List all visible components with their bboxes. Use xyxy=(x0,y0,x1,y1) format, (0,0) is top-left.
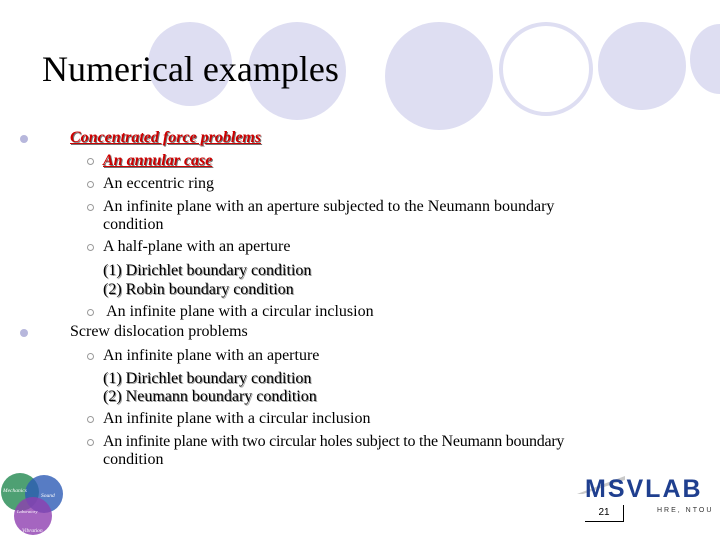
bullet-text: Screw dislocation problems xyxy=(70,323,248,340)
sub-bullet-text: An infinite plane with an aperture subjected to the Neumann boundary xyxy=(103,198,555,215)
bullet-ring-icon xyxy=(87,158,94,165)
sub-bullet-text: A half-plane with an aperture xyxy=(103,238,291,255)
bullet-dot-icon xyxy=(20,329,28,337)
sub-bullet-text: An infinite plane with a circular inclusion xyxy=(103,303,374,320)
bullet-ring-icon xyxy=(87,204,94,211)
decor-circle xyxy=(499,22,593,116)
bullet-ring-icon xyxy=(87,181,94,188)
bullet-ring-icon xyxy=(87,309,94,316)
sub-bullet-text: (2) Neumann boundary condition xyxy=(103,388,317,405)
sub-bullet-text: An infinite plane with two circular holes subject to the Neumann boundary xyxy=(103,433,565,450)
logo-name: MSVLAB xyxy=(585,475,703,503)
bullet-ring-icon xyxy=(87,353,94,360)
logo-word: Laboratory xyxy=(17,509,38,514)
bullet-text: Concentrated force problems xyxy=(70,129,262,146)
sub-bullet-text: An eccentric ring xyxy=(103,175,215,192)
sub-bullet-text: An infinite plane with a circular inclusion xyxy=(103,410,371,427)
logo-subtitle: HRE, NTOU xyxy=(657,507,714,514)
bullet-dot-icon xyxy=(20,135,28,143)
sub-bullet-text: condition xyxy=(103,216,164,233)
bullet-ring-icon xyxy=(87,439,94,446)
bullet-ring-icon xyxy=(87,416,94,423)
decor-circle xyxy=(690,24,720,94)
sub-bullet-text: condition xyxy=(103,451,164,468)
sub-bullet-text: An infinite plane with an aperture xyxy=(103,347,320,364)
lab-logo-circles xyxy=(0,470,66,540)
logo-word: Mechanics xyxy=(3,488,27,494)
logo-word: Sound xyxy=(41,493,55,499)
logo-word: Vibration xyxy=(22,528,43,534)
sub-bullet-text: (1) Dirichlet boundary condition xyxy=(103,370,312,387)
page-number: 21 xyxy=(585,505,624,522)
sub-bullet-text: (2) Robin boundary condition xyxy=(103,281,294,298)
slide-title: Numerical examples xyxy=(42,49,339,89)
sub-bullet-text: (1) Dirichlet boundary condition xyxy=(103,262,312,279)
decor-circle xyxy=(598,22,686,110)
bullet-ring-icon xyxy=(87,244,94,251)
sub-bullet-text: An annular case xyxy=(103,152,213,169)
decor-circle xyxy=(385,22,493,130)
